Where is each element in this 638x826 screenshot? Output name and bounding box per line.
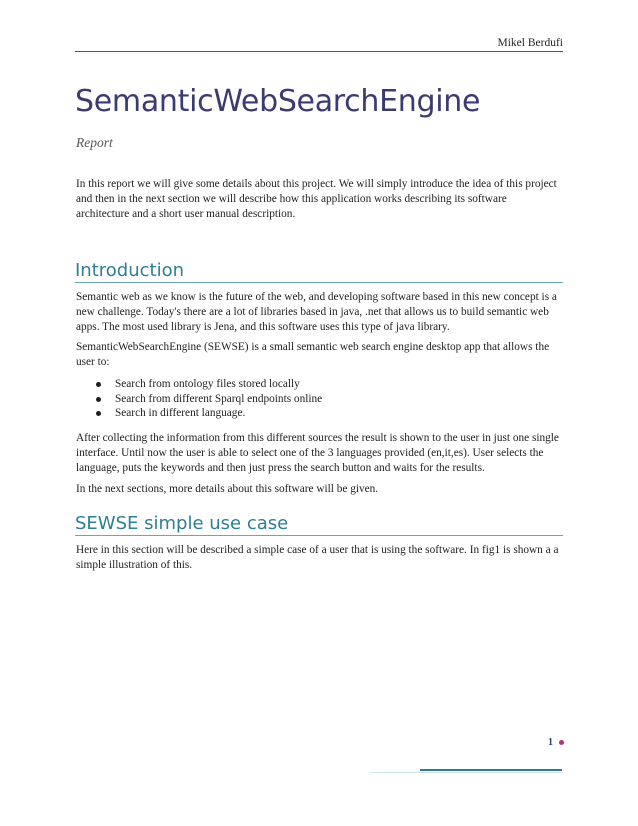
introduction-paragraph-3: After collecting the information from this different sources the result is shown to the user in just one single interface. Until now the user is able to select one of the 3 languages provided (en,it,es). User selects the language, puts the keywords and then just press the search button and waits for the results. xyxy=(76,432,559,475)
bullet-icon xyxy=(96,411,101,416)
list-item-text: Search in different language. xyxy=(115,407,246,420)
section-heading-introduction: Introduction xyxy=(75,260,563,283)
bullet-icon xyxy=(96,397,101,402)
list-item xyxy=(96,377,322,392)
page-number: 1 xyxy=(548,737,553,748)
list-item-text: Search from different Sparql endpoints online xyxy=(115,392,323,405)
list-item xyxy=(96,406,322,421)
footer-rule-dark xyxy=(420,769,562,771)
footer-rule-light xyxy=(370,772,562,773)
introduction-paragraph-4: In the next sections, more details about this software will be given. xyxy=(76,483,379,495)
document-subtitle: Report xyxy=(76,135,113,150)
header-rule xyxy=(75,51,563,52)
introduction-paragraph-1: Semantic web as we know is the future of the web, and developing software based in this new concept is a new challenge. Today's there are a lot of libraries based in java, .net that allows us to build semantic web apps. The most used library is Jena, and this software uses this type of java library. xyxy=(76,291,557,334)
introduction-paragraph-2: SemanticWebSearchEngine (SEWSE) is a small semantic web search engine desktop app that allows the user to: xyxy=(76,341,550,369)
list-item xyxy=(96,392,322,407)
intro-paragraph: In this report we will give some details about this project. We will simply introduce the idea of this project and then in the next section we will describe how this application works describing its software architecture and a short user manual description. xyxy=(76,178,557,221)
list-item-text: Search from ontology files stored locally xyxy=(115,378,300,390)
use-case-paragraph: Here in this section will be described a simple case of a user that is using the software. In fig1 is shown a a simple illustration of this. xyxy=(76,544,559,572)
page-number-dot-icon xyxy=(559,740,564,745)
feature-list xyxy=(96,377,322,421)
bullet-icon xyxy=(96,382,101,387)
header-author: Mikel Berdufi xyxy=(497,37,563,49)
document-title: SemanticWebSearchEngine xyxy=(75,84,481,119)
section-heading-use-case: SEWSE simple use case xyxy=(75,513,563,536)
